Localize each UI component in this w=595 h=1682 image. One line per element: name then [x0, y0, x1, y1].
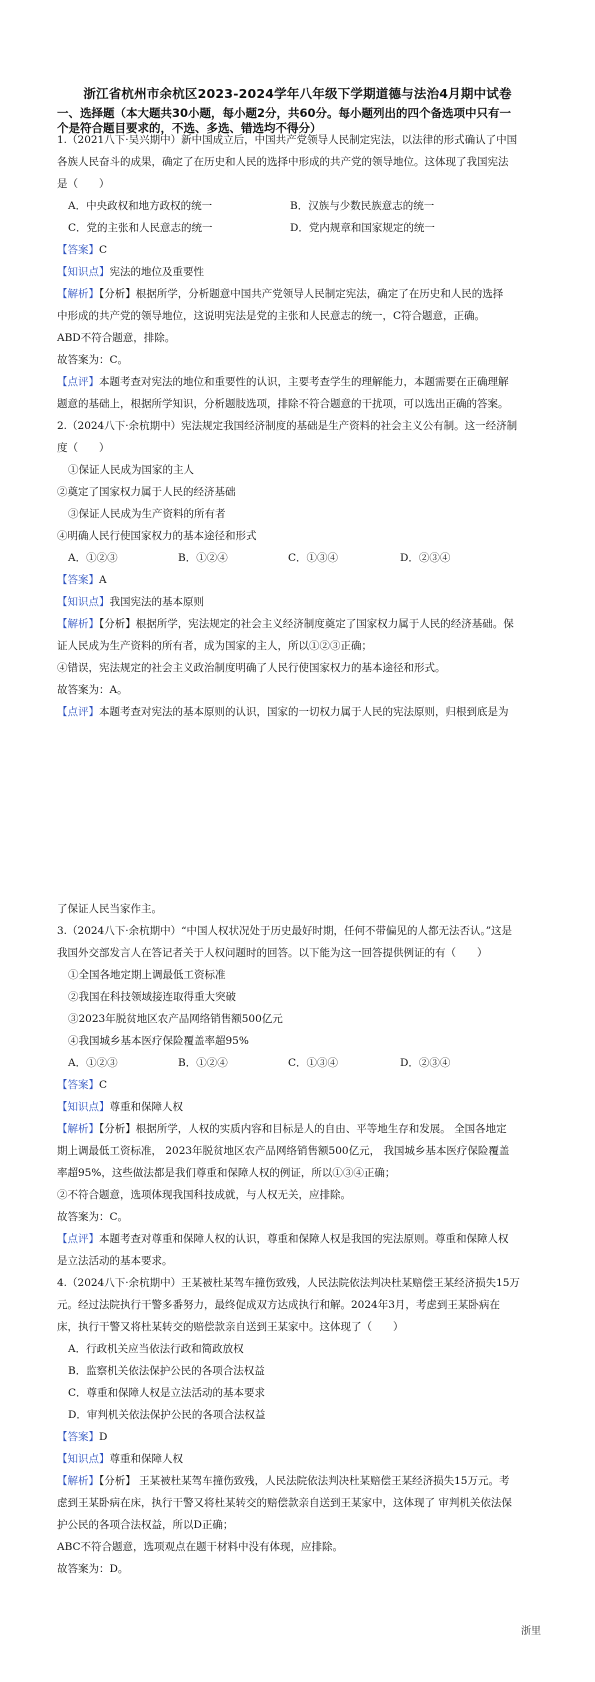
q2-stem-line1: 2.（2024八下·余杭期中）宪法规定我国经济制度的基础是生产资料的社会主义公有制。这一经济制	[57, 420, 518, 432]
q2-analysis-text1: 根据所学，宪法规定的社会主义经济制度奠定了国家权力属于人民的经济基础。保	[135, 618, 514, 630]
q3-option-a: A．①②③	[68, 1057, 118, 1069]
q2-knowledge	[57, 595, 545, 609]
q3-item-2: ②我国在科技领域接连取得重大突破	[68, 991, 236, 1003]
analysis-tag: 【解析】	[57, 618, 99, 630]
q1-stem-line1: 1.（2021八下·吴兴期中）新中国成立后，中国共产党领导人民制定宪法，以法律的形式确认了中国	[57, 134, 518, 146]
q1-analysis-line2: 中形成的共产党的领导地位，这说明宪法是党的主张和人民意志的统一，C符合题意，正确。	[57, 310, 486, 322]
q2-knowledge-text: 我国宪法的基本原则	[109, 596, 204, 608]
q3-stem-line1: 3.（2024八下·余杭期中）“中国人权状况处于历史最好时期，任何不带偏见的人都无法否认。”这是	[57, 925, 513, 937]
q4-analysis-line2: 虑到王某卧病在床，执行干警又将杜某转交的赔偿款亲自送到王某家中，这体现了 审判机关依法保	[57, 1497, 512, 1509]
q2-option-b: B．①②④	[178, 552, 228, 564]
analysis-tag: 【解析】	[57, 1475, 99, 1487]
q4-analysis-line3: 护公民的各项合法权益，所以D正确；	[57, 1519, 234, 1531]
q1-option-a: A．中央政权和地方政权的统一	[68, 200, 213, 212]
q4-option-a: A．行政机关应当依法行政和简政放权	[68, 1343, 244, 1355]
q2-answer-value: A	[99, 574, 107, 586]
q3-knowledge-text: 尊重和保障人权	[109, 1101, 183, 1113]
q3-option-c: C．①③④	[288, 1057, 339, 1069]
knowledge-tag: 【知识点】	[57, 596, 110, 608]
fenxi-tag: 【分析】	[99, 618, 136, 630]
q4-analysis-line5: 故答案为：D。	[57, 1563, 129, 1575]
q2-answer	[57, 573, 545, 587]
section-heading-line1: 一、选择题（本大题共30小题，每小题2分，共60分。每小题列出的四个备选项中只有一	[57, 106, 512, 120]
q2-item-2: ②奠定了国家权力属于人民的经济基础	[57, 486, 236, 498]
comment-tag: 【点评】	[57, 706, 99, 718]
q3-analysis-text1: 根据所学，人权的实质内容和目标是人的自由、平等地生存和发展。 全国各地定	[135, 1123, 507, 1135]
q3-item-4: ④我国城乡基本医疗保险覆盖率超95%	[68, 1035, 249, 1047]
answer-tag: 【答案】	[57, 574, 99, 586]
q1-analysis-line3: ABD不符合题意，排除。	[57, 332, 176, 344]
q3-knowledge	[57, 1100, 545, 1114]
q2-analysis-line4: 故答案为：A。	[57, 684, 128, 696]
q4-stem-line3: 床，执行干警又将杜某转交的赔偿款亲自送到王某家中。这体现了（ ）	[57, 1321, 404, 1333]
q2-analysis-line1	[57, 617, 545, 631]
q3-comment-line1	[57, 1232, 545, 1246]
q4-stem-line1: 4.（2024八下·余杭期中）王某被杜某驾车撞伤致残，人民法院依法判决杜某赔偿王某经济损失15万	[57, 1277, 520, 1289]
answer-tag: 【答案】	[57, 244, 99, 256]
q2-analysis-line2: 证人民成为生产资料的所有者，成为国家的主人，所以①②③正确；	[57, 640, 372, 652]
q1-analysis-text1: 根据所学，分析题意中国共产党领导人民制定宪法，确定了在历史和人民的选择	[135, 288, 504, 300]
q3-analysis-line4: ②不符合题意，选项体现我国科技成就，与人权无关，应排除。	[57, 1189, 351, 1201]
q1-comment-line1	[57, 375, 545, 389]
q1-answer-value: C	[99, 244, 108, 256]
analysis-tag: 【解析】	[57, 1123, 99, 1135]
q3-item-1: ①全国各地定期上调最低工资标准	[68, 969, 226, 981]
q4-analysis-line1	[57, 1474, 545, 1488]
q1-option-b: B．汉族与少数民族意志的统一	[290, 200, 435, 212]
q3-comment-text1: 本题考查对尊重和保障人权的认识，尊重和保障人权是我国的宪法原则。尊重和保障人权	[99, 1233, 509, 1245]
q1-knowledge-text: 宪法的地位及重要性	[109, 266, 204, 278]
fenxi-tag: 【分析】	[99, 1475, 136, 1487]
q4-option-b: B．监察机关依法保护公民的各项合法权益	[68, 1365, 265, 1377]
q3-analysis-line1	[57, 1122, 545, 1136]
q3-analysis-line3: 率超95%，这些做法都是我们尊重和保障人权的例证，所以①③④正确；	[57, 1167, 396, 1179]
section-heading-line2: 个是符合题目要求的，不选、多选、错选均不得分）	[57, 121, 322, 135]
q4-answer-value: D	[99, 1431, 108, 1443]
q3-analysis-line2: 期上调最低工资标准， 2023年脱贫地区农产品网络销售额500亿元， 我国城乡基本医疗保险覆盖	[57, 1145, 510, 1157]
knowledge-tag: 【知识点】	[57, 1101, 110, 1113]
knowledge-tag: 【知识点】	[57, 1453, 110, 1465]
q3-analysis-line5: 故答案为：C。	[57, 1211, 129, 1223]
analysis-tag: 【解析】	[57, 288, 99, 300]
q2-item-3: ③保证人民成为生产资料的所有者	[68, 508, 226, 520]
fenxi-tag: 【分析】	[99, 1123, 136, 1135]
q3-option-d: D．②③④	[400, 1057, 451, 1069]
q2-item-4: ④明确人民行使国家权力的基本途径和形式	[57, 530, 257, 542]
q4-option-c: C．尊重和保障人权是立法活动的基本要求	[68, 1387, 266, 1399]
q3-answer-value: C	[99, 1079, 108, 1091]
q2-item-1: ①保证人民成为国家的主人	[68, 464, 194, 476]
q2-comment-line2: 了保证人民当家作主。	[57, 903, 162, 915]
q4-analysis-text1: 王某被杜某驾车撞伤致残，人民法院依法判决杜某赔偿王某经济损失15万元。考	[135, 1475, 510, 1487]
comment-tag: 【点评】	[57, 376, 99, 388]
q2-analysis-line3: ④错误，宪法规定的社会主义政治制度明确了人民行使国家权力的基本途径和形式。	[57, 662, 446, 674]
section-heading	[57, 106, 557, 136]
q1-answer	[57, 243, 545, 257]
page-title: 浙江省杭州市余杭区2023-2024学年八年级下学期道德与法治4月期中试卷	[83, 86, 512, 101]
knowledge-tag: 【知识点】	[57, 266, 110, 278]
q2-option-d: D．②③④	[400, 552, 451, 564]
q4-stem-line2: 元。经过法院执行干警多番努力，最终促成双方达成执行和解。2024年3月，考虑到王某卧病在	[57, 1299, 500, 1311]
q1-stem-line3: 是（ ）	[57, 178, 110, 190]
q2-comment-line1	[57, 705, 545, 719]
answer-tag: 【答案】	[57, 1431, 99, 1443]
q2-comment-text1: 本题考查对宪法的基本原则的认识，国家的一切权力属于人民的宪法原则，归根到底是为	[99, 706, 509, 718]
q4-knowledge-text: 尊重和保障人权	[109, 1453, 183, 1465]
q1-option-d: D．党内规章和国家规定的统一	[290, 222, 435, 234]
q3-stem-line2: 我国外交部发言人在答记者关于人权问题时的回答。以下能为这一回答提供例证的有（ ）	[57, 947, 488, 959]
q1-knowledge	[57, 265, 545, 279]
q2-option-a: A．①②③	[68, 552, 118, 564]
q1-comment-text1: 本题考查对宪法的地位和重要性的认识，主要考查学生的理解能力，本题需要在正确理解	[99, 376, 509, 388]
q4-option-d: D．审判机关依法保护公民的各项合法权益	[68, 1409, 266, 1421]
page-footer: 浙里	[521, 1626, 541, 1637]
q4-analysis-line4: ABC不符合题意，选项观点在题干材料中没有体现，应排除。	[57, 1541, 344, 1553]
q2-option-c: C．①③④	[288, 552, 339, 564]
q3-answer	[57, 1078, 545, 1092]
q1-analysis-line1	[57, 287, 545, 301]
q3-comment-line2: 是立法活动的基本要求。	[57, 1255, 173, 1267]
q3-item-3: ③2023年脱贫地区农产品网络销售额500亿元	[68, 1013, 283, 1025]
q4-answer	[57, 1430, 545, 1444]
q1-comment-line2: 题意的基础上，根据所学知识，分析题肢选项，排除不符合题意的干扰项，可以选出正确的答案。	[57, 398, 509, 410]
q1-stem-line2: 各族人民奋斗的成果，确定了在历史和人民的选择中形成的共产党的领导地位。这体现了我国宪法	[57, 156, 509, 168]
q4-knowledge	[57, 1452, 545, 1466]
fenxi-tag: 【分析】	[99, 288, 136, 300]
q1-analysis-line4: 故答案为：C。	[57, 354, 129, 366]
q2-stem-line2: 度（ ）	[57, 442, 110, 454]
answer-tag: 【答案】	[57, 1079, 99, 1091]
q3-option-b: B．①②④	[178, 1057, 228, 1069]
comment-tag: 【点评】	[57, 1233, 99, 1245]
q1-option-c: C．党的主张和人民意志的统一	[68, 222, 213, 234]
